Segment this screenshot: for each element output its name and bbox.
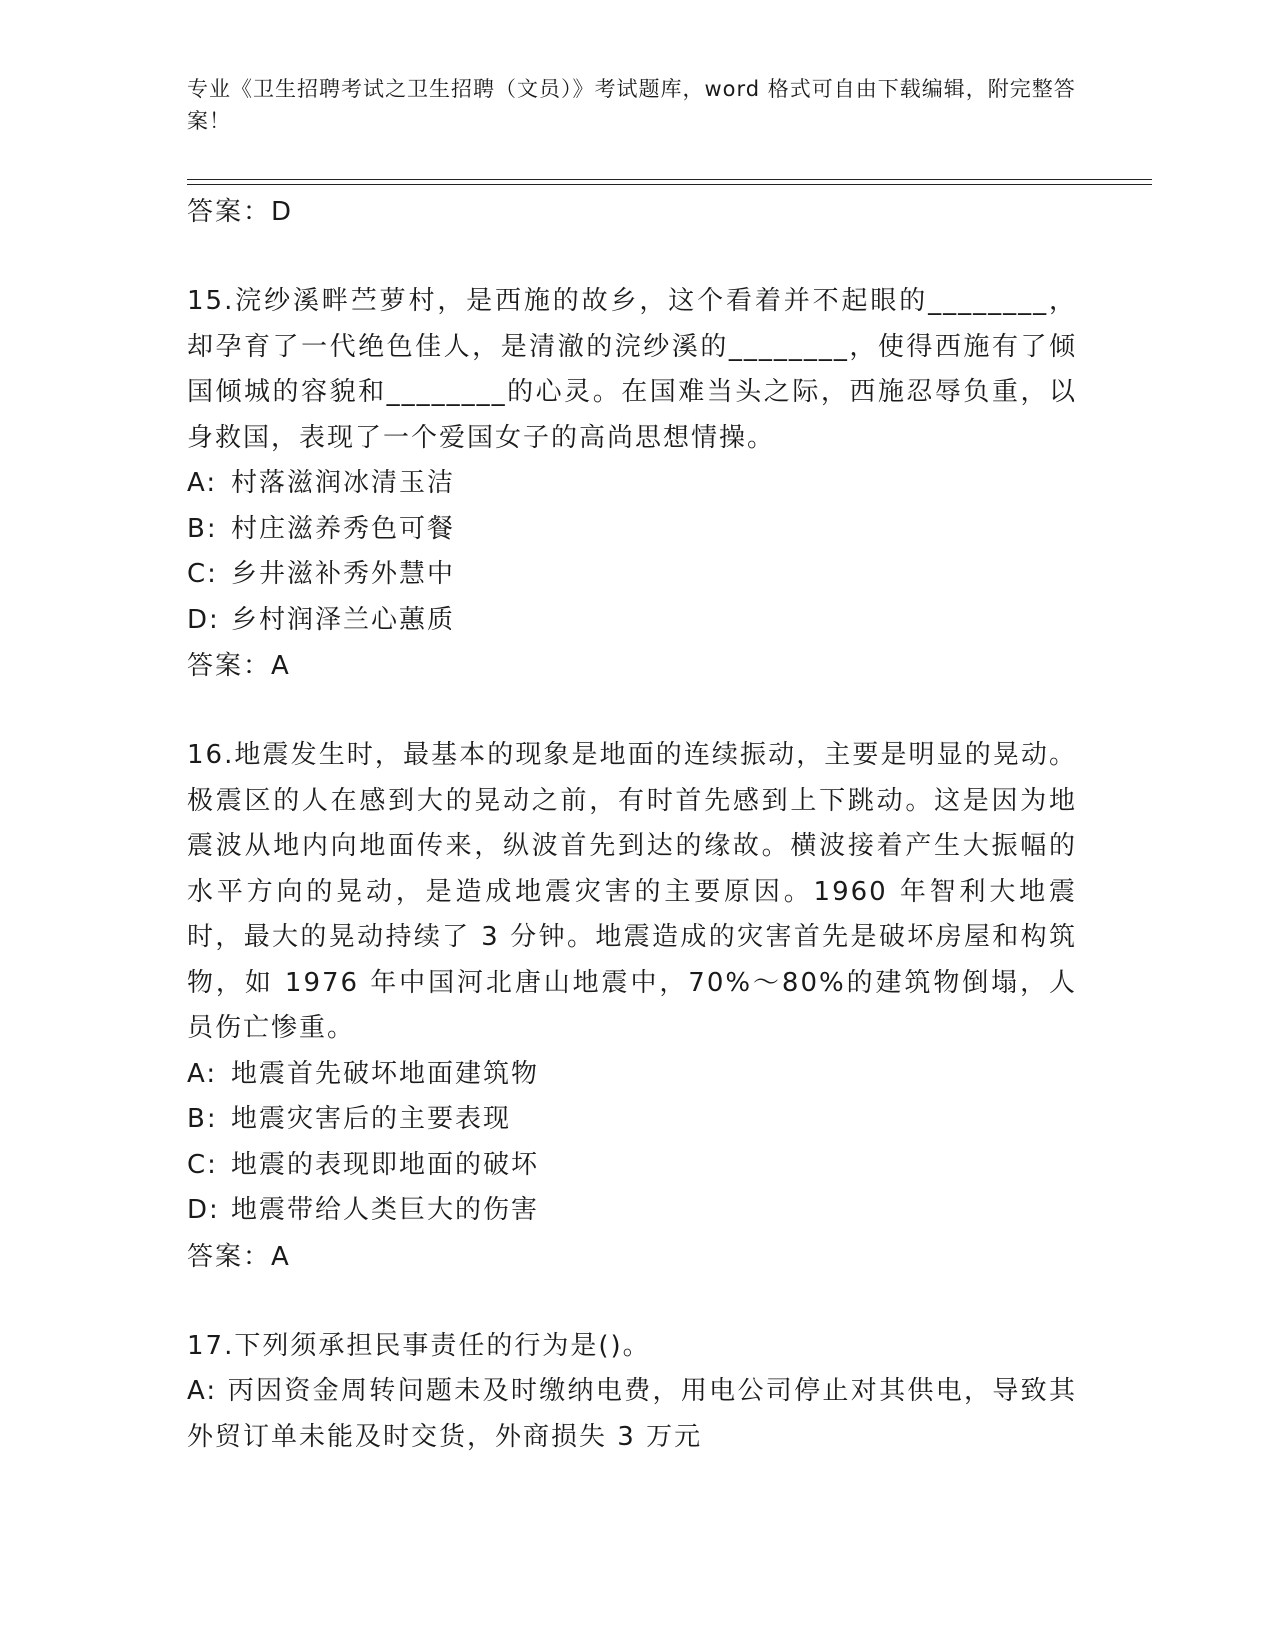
option-letter: A: bbox=[187, 1376, 218, 1406]
option-letter: B: bbox=[187, 1104, 218, 1134]
header-divider-bottom bbox=[187, 184, 1152, 185]
option-c bbox=[187, 552, 1077, 598]
question-16 bbox=[187, 733, 1077, 1280]
option-a bbox=[187, 461, 1077, 507]
answer-line: 答案：A bbox=[187, 1241, 291, 1272]
option-letter: B: bbox=[187, 513, 218, 544]
option-letter: C: bbox=[187, 559, 218, 589]
option-text: 地震首先破坏地面建筑物 bbox=[231, 1058, 540, 1089]
option-letter: A: bbox=[187, 468, 218, 498]
option-a bbox=[187, 1052, 1077, 1098]
option-a bbox=[187, 1369, 1077, 1460]
option-text: 地震的表现即地面的破坏 bbox=[231, 1149, 540, 1180]
answer-line: 答案：A bbox=[187, 651, 291, 681]
option-letter: A: bbox=[187, 1058, 218, 1089]
option-d bbox=[187, 598, 1077, 644]
header-divider-top bbox=[187, 179, 1152, 180]
question-17 bbox=[187, 1324, 1077, 1461]
document-body bbox=[187, 189, 1077, 1460]
option-c bbox=[187, 1143, 1077, 1189]
option-text: 村落滋润冰清玉洁 bbox=[231, 468, 456, 498]
question-stem: 17.下列须承担民事责任的行为是()。 bbox=[187, 1330, 651, 1361]
option-text: 村庄滋养秀色可餐 bbox=[231, 513, 456, 544]
option-text: 丙因资金周转问题未及时缴纳电费，用电公司停止对其供电，导致其外贸订单未能及时交货，外商损失 3 万元 bbox=[187, 1376, 1077, 1452]
option-text: 乡井滋补秀外慧中 bbox=[231, 559, 456, 589]
option-b bbox=[187, 507, 1077, 553]
option-d bbox=[187, 1188, 1077, 1234]
question-15 bbox=[187, 279, 1077, 689]
option-b bbox=[187, 1097, 1077, 1143]
option-text: 乡村润泽兰心蕙质 bbox=[231, 604, 456, 635]
page-header: 专业《卫生招聘考试之卫生招聘（文员）》考试题库，word 格式可自由下载编辑，附完整答案！ bbox=[187, 77, 1076, 133]
question-stem: 15.浣纱溪畔苎萝村，是西施的故乡，这个看着并不起眼的________，却孕育了一代绝色佳人，是清澈的浣纱溪的________，使得西施有了倾国倾城的容貌和________的心灵。在国难当头之际，西施忍辱负重，以身救国，表现了一个爱国女子的高尚思想情操。 bbox=[187, 286, 1077, 453]
option-letter: C: bbox=[187, 1149, 218, 1180]
option-text: 地震灾害后的主要表现 bbox=[231, 1104, 512, 1134]
answer-line: 答案：D bbox=[187, 197, 294, 227]
option-letter: D: bbox=[187, 1195, 220, 1225]
option-letter: D: bbox=[187, 604, 220, 635]
option-text: 地震带给人类巨大的伤害 bbox=[231, 1195, 540, 1225]
question-stem: 16.地震发生时，最基本的现象是地面的连续振动，主要是明显的晃动。极震区的人在感到大的晃动之前，有时首先感到上下跳动。这是因为地震波从地内向地面传来，纵波首先到达的缘故。横波接着产生大振幅的水平方向的晃动，是造成地震灾害的主要原因。1960 年智利大地震时，最大的晃动持续了 3 分钟。地震造成的灾害首先是破坏房屋和构筑物，如 1976 年中国河北唐山地震中，70%～80%的建筑物倒塌，人员伤亡惨重。 bbox=[187, 740, 1077, 1043]
